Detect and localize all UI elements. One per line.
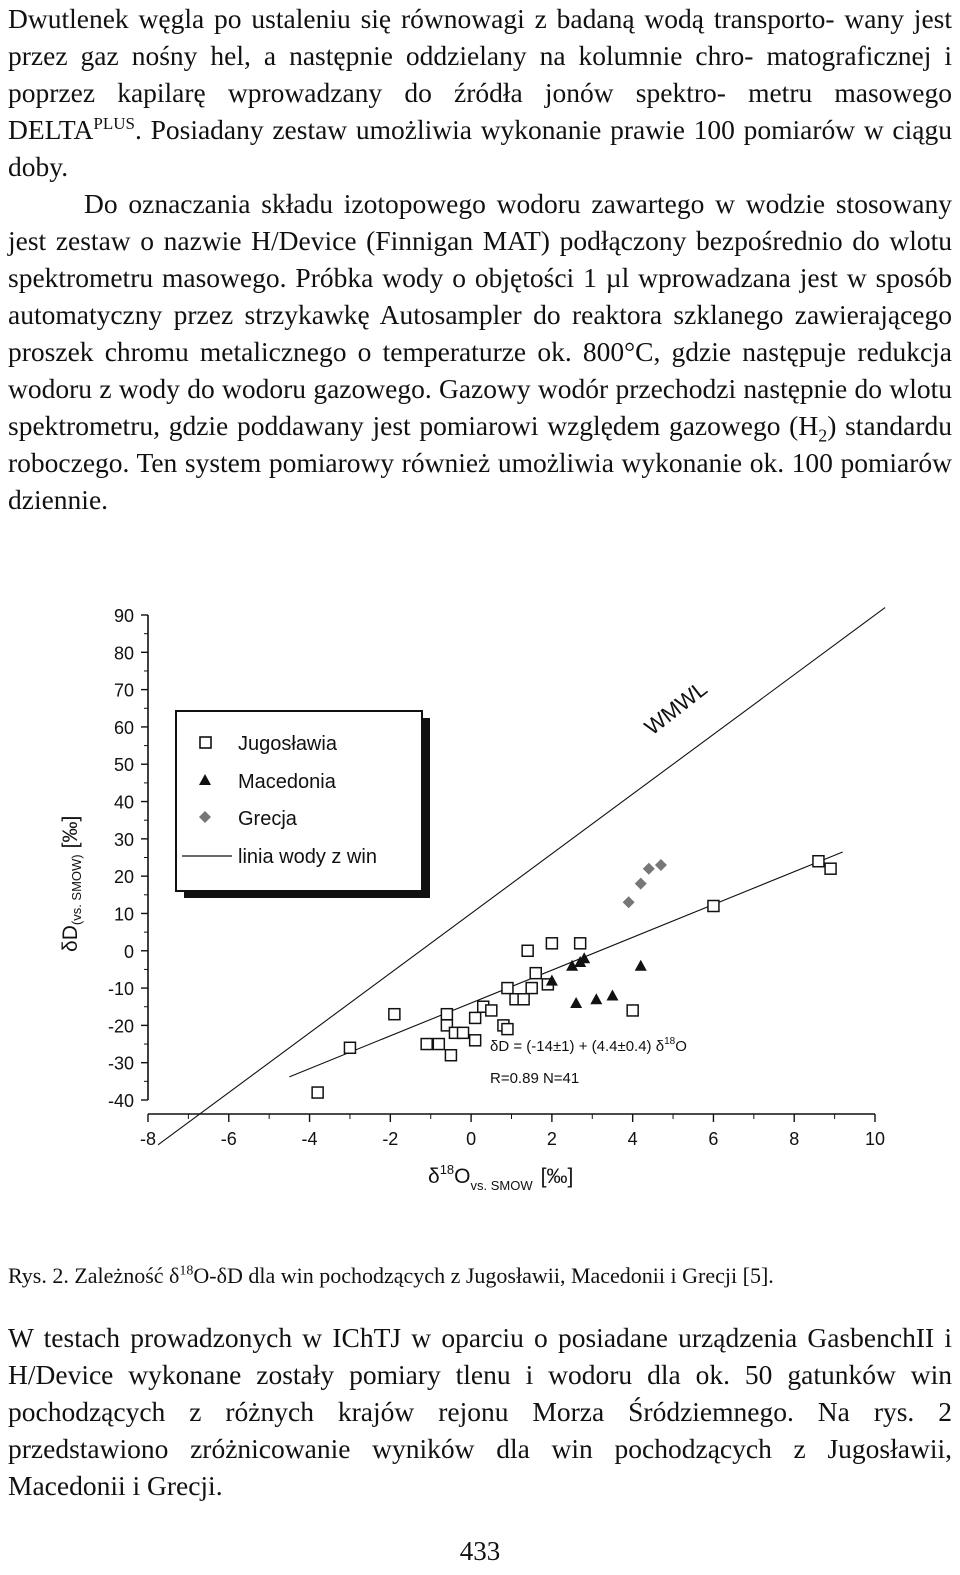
p1-line-3: matograficznej i poprzez kapilarę wprowadzany do źródła jonów spektro- [8,40,953,108]
equation-main: δD = (-14±1) + (4.4±0.4) δ [490,1038,665,1055]
paragraph-1b-end: ) standardu roboczego. Ten system pomiarowy również umożliwia wykonanie ok. 100 pomiarów dziennie. [8,410,952,515]
point-jugoslawia [312,1087,323,1098]
legend-label-macedonia: Macedonia [238,771,336,793]
chart-legend [176,711,430,898]
y-tick-label: -20 [107,1016,134,1037]
figure-caption [8,1261,952,1291]
point-grecja [635,878,647,890]
scatter-chart [0,595,960,1215]
x-axis-title-o: O [454,1165,471,1188]
page-number: 433 [459,1536,501,1566]
x-tick-label: -6 [220,1129,237,1149]
y-axis-title-sub: (vs. SMOW) [69,854,84,926]
caption-suffix: O-δD dla win pochodzących z Jugosławii, Macedonii i Grecji [5]. [193,1263,774,1288]
point-macedonia [570,997,582,1008]
p1-line-1: Dwutlenek węgla po ustaleniu się równowagi z badaną wodą transporto- [8,3,835,34]
y-tick-label: 30 [113,829,134,850]
x-tick-label: 2 [546,1129,557,1149]
x-axis-title-sub: vs. SMOW [470,1178,533,1193]
y-axis-title-unit: [‰] [59,815,82,849]
point-jugoslawia [445,1050,456,1061]
point-jugoslawia [486,1005,497,1016]
x-tick-label: 8 [789,1129,800,1149]
legend-label-jugoslawia: Jugosławia [238,733,337,755]
paragraph-1b: Do oznaczania składu izotopowego wodoru zawartego w wodzie stosowany jest zestaw o nazwie H/Device (Finnigan MAT) podłączony bezpośrednio do wlotu spektrometru masowego. Próbka wody o objętości 1 µl wprowadzana jest w sposób automatyczny przez strzykawkę Autosampler do reaktora szklanego zawierającego proszek chromu metalicznego o temperaturze ok. 800°C, gdzie następuje redukcja wodoru z wody do wodoru gazowego. Gazowy wodór przechodzi następnie do wlotu spektrometru, gdzie poddawany jest pomiarowi względem gazowego (H [8,188,952,441]
point-jugoslawia [575,938,586,949]
x-tick-label: -8 [139,1129,157,1149]
delta-plus-superscript: PLUS [93,113,135,133]
caption-prefix: Rys. 2. Zależność δ [8,1263,180,1288]
point-jugoslawia [530,968,541,979]
y-tick-label: 0 [123,941,134,962]
point-macedonia [635,960,647,971]
fit-equation [490,1036,687,1055]
fit-stats: R=0.89 N=41 [490,1070,580,1087]
y-tick-label: -30 [107,1053,134,1074]
point-jugoslawia [470,1012,481,1023]
p1-line-4: metru masowego DELTA [8,77,953,145]
legend-square-marker [200,737,211,748]
y-tick-label: -10 [107,979,134,1000]
y-tick-label: 10 [113,904,134,925]
point-jugoslawia [526,983,537,994]
x-axis-title-sup: 18 [439,1162,455,1177]
point-jugoslawia [470,1035,481,1046]
wmwl-label: WMWL [639,675,712,740]
y-tick-label: 90 [113,606,134,626]
point-jugoslawia [421,1039,432,1050]
x-tick-label: -4 [301,1129,318,1149]
y-axis-title-main: δD [59,925,82,952]
x-tick-label: 4 [627,1129,638,1149]
point-jugoslawia [502,983,513,994]
y-tick-label: 50 [113,755,134,776]
point-jugoslawia [433,1039,444,1050]
point-jugoslawia [518,994,529,1005]
x-axis-title-delta: δ [428,1165,440,1188]
point-macedonia [606,990,618,1001]
equation-sup: 18 [664,1036,676,1047]
x-tick-label: 6 [708,1129,719,1149]
paragraph-1 [8,0,952,518]
y-tick-label: 40 [113,792,134,813]
x-axis-title-unit: [‰] [540,1165,574,1188]
equation-end: O [675,1038,687,1055]
x-tick-label: -2 [382,1129,399,1149]
x-tick-label: 0 [466,1129,477,1149]
p1-line-2: wany jest przez gaz nośny hel, a następnie oddzielany na kolumnie chro- [8,3,952,71]
point-grecja [655,859,667,871]
point-jugoslawia [708,901,719,912]
point-macedonia [590,993,602,1004]
point-jugoslawia [825,863,836,874]
legend-label-grecja: Grecja [238,808,297,830]
legend-label-line: linia wody z win [238,846,377,868]
point-jugoslawia [627,1005,638,1016]
point-grecja [643,863,655,875]
figure-chart [0,595,960,1215]
p1-line-4-end: . Posiadany zestaw umożliwia wykonanie [134,114,602,145]
point-jugoslawia [389,1009,400,1020]
point-jugoslawia [458,1027,469,1038]
x-tick-label: 10 [864,1129,886,1149]
point-jugoslawia [522,945,533,956]
point-jugoslawia [813,856,824,867]
y-tick-label: 60 [113,717,134,738]
point-grecja [623,896,635,908]
caption-sup: 18 [179,1263,194,1279]
y-tick-label: 70 [113,680,134,701]
point-jugoslawia [546,938,557,949]
y-tick-label: -40 [107,1091,134,1111]
y-tick-label: 80 [113,643,134,664]
y-axis-title [59,816,84,952]
x-axis-title [428,1162,573,1193]
point-jugoslawia [502,1024,513,1035]
h2-subscript: 2 [818,425,828,446]
p1-line-5: prawie 100 pomiarów w ciągu doby. [8,114,952,182]
point-jugoslawia [344,1042,355,1053]
y-tick-label: 20 [113,867,134,888]
paragraph-2: W testach prowadzonych w IChTJ w oparciu o posiadane urządzenia GasbenchII i H/Device wykonane zostały pomiary tlenu i wodoru dla ok. 50 gatunków win pochodzących z różnych krajów rejonu Morza Śródziemnego. Na rys. 2 przedstawiono zróżnicowanie wyników dla win pochodzących z Jugosławii, Macedonii i Grecji. [8,1322,952,1501]
point-jugoslawia [441,1009,452,1020]
